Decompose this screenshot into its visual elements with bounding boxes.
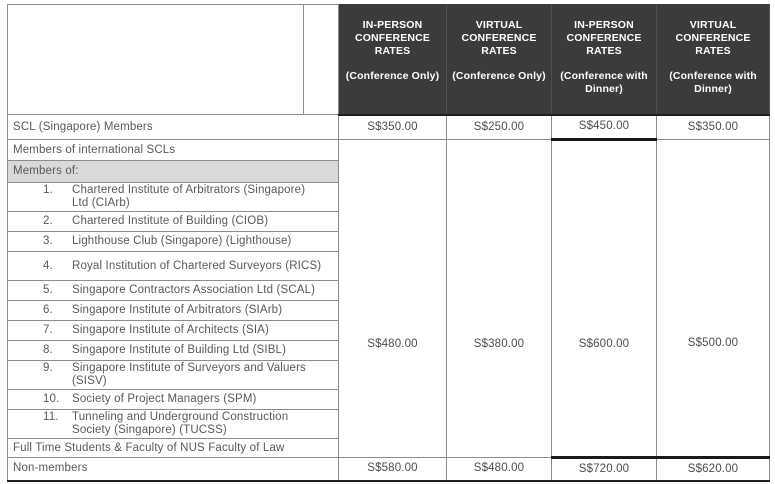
row-label-members-of: Members of:	[8, 161, 339, 183]
row-label-non-members: Non-members	[8, 458, 339, 481]
org-name: Singapore Institute of Architects (SIA)	[72, 324, 269, 336]
rate-members-inperson-only: S$480.00	[339, 140, 447, 458]
rate-nonmembers-inperson-only: S$580.00	[339, 458, 447, 481]
rate-nonmembers-virtual-dinner: S$620.00	[657, 458, 770, 481]
org-number: 9.	[43, 362, 53, 374]
org-name: Chartered Institute of Building (CIOB)	[72, 215, 269, 227]
org-number: 6.	[43, 304, 53, 316]
org-name: Tunneling and Underground Construction Society (Singapore) (TUCSS)	[72, 411, 289, 436]
org-number: 1.	[43, 184, 53, 196]
column-subtitle: (Conference with Dinner)	[669, 70, 757, 95]
member-org-cell	[8, 212, 339, 232]
member-org-cell	[8, 232, 339, 252]
org-number: 2.	[43, 215, 53, 227]
member-org-cell	[8, 361, 339, 390]
member-org-cell	[8, 183, 339, 212]
row-non-members	[8, 458, 770, 481]
column-header-virtual-conference-only	[447, 5, 552, 115]
member-org-cell	[8, 390, 339, 410]
column-title: IN-PERSON CONFERENCE RATES	[354, 19, 430, 57]
member-org-cell	[8, 281, 339, 301]
rate-scl-inperson-only: S$350.00	[339, 115, 447, 140]
org-name: Singapore Institute of Building Ltd (SIBL)	[72, 344, 287, 356]
row-international-scls	[8, 140, 770, 161]
org-name: Singapore Contractors Association Ltd (SCAL)	[72, 284, 316, 296]
org-name: Society of Project Managers (SPM)	[72, 393, 257, 405]
corner-cell-main	[8, 5, 304, 115]
rate-members-virtual-only: S$380.00	[447, 140, 552, 458]
org-name: Singapore Institute of Surveyors and Valuers (SISV)	[72, 362, 306, 387]
rate-nonmembers-virtual-only: S$480.00	[447, 458, 552, 481]
rate-members-inperson-dinner: S$600.00	[552, 140, 657, 458]
column-header-inperson-with-dinner	[552, 5, 657, 115]
row-label-international-scls: Members of international SCLs	[8, 140, 339, 161]
org-number: 4.	[43, 259, 53, 272]
rates-table	[7, 4, 770, 482]
org-number: 8.	[43, 344, 53, 356]
org-name: Singapore Institute of Arbitrators (SIArb)	[72, 304, 283, 316]
member-org-cell	[8, 341, 339, 361]
column-title: IN-PERSON CONFERENCE RATES	[566, 19, 642, 57]
member-org-cell	[8, 301, 339, 321]
member-org-cell	[8, 321, 339, 341]
member-org-cell	[8, 410, 339, 439]
column-title: VIRTUAL CONFERENCE RATES	[461, 19, 537, 57]
row-label-students-faculty: Full Time Students & Faculty of NUS Faculty of Law	[8, 439, 339, 458]
header-row	[8, 5, 770, 115]
member-org-cell	[8, 252, 339, 281]
org-number: 5.	[43, 284, 53, 296]
org-name: Chartered Institute of Arbitrators (Singapore) Ltd (CIArb)	[72, 184, 306, 209]
column-subtitle: (Conference Only)	[345, 70, 440, 82]
org-number: 3.	[43, 235, 53, 247]
rate-members-virtual-dinner: S$500.00	[657, 140, 770, 458]
column-subtitle: (Conference Only)	[452, 70, 546, 82]
column-title: VIRTUAL CONFERENCE RATES	[675, 19, 751, 57]
corner-cell-spacer	[304, 5, 339, 115]
org-number: 10.	[43, 393, 60, 405]
org-number: 7.	[43, 324, 53, 336]
rate-scl-virtual-dinner: S$350.00	[657, 115, 770, 140]
rate-scl-virtual-only: S$250.00	[447, 115, 552, 140]
column-subtitle: (Conference with Dinner)	[560, 70, 648, 95]
org-name: Royal Institution of Chartered Surveyors (RICS)	[72, 259, 322, 272]
row-scl-members	[8, 115, 770, 140]
org-name: Lighthouse Club (Singapore) (Lighthouse)	[72, 235, 292, 247]
rate-nonmembers-inperson-dinner: S$720.00	[552, 458, 657, 481]
column-header-inperson-conference-only	[339, 5, 447, 115]
rate-scl-inperson-dinner: S$450.00	[552, 115, 657, 140]
column-header-virtual-with-dinner	[657, 5, 770, 115]
row-label-scl-members: SCL (Singapore) Members	[8, 115, 339, 140]
org-number: 11.	[43, 411, 59, 423]
